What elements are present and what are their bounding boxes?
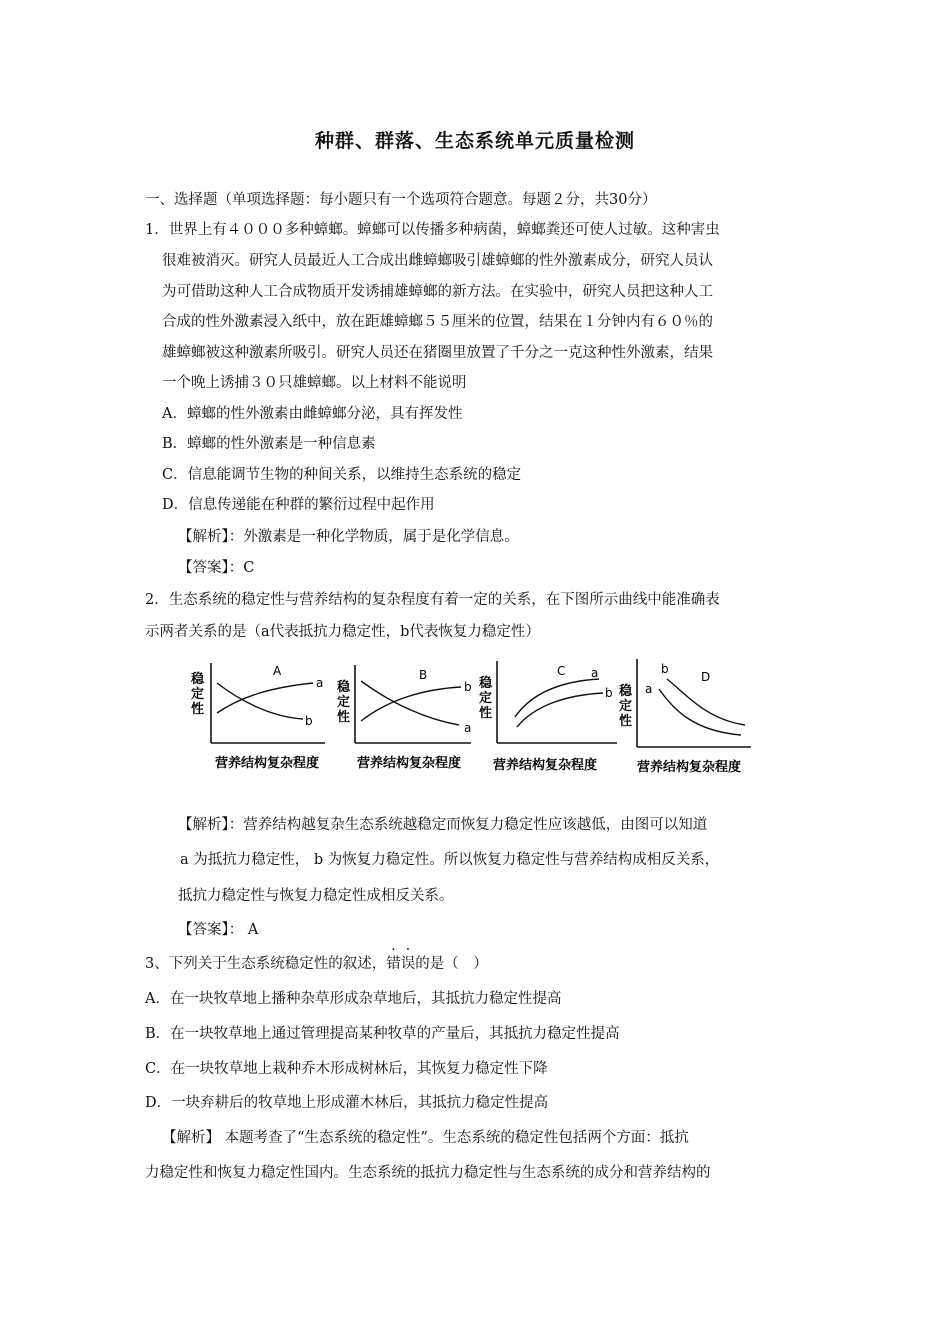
q1-option-d: D．信息传递能在种群的繁衍过程中起作用 bbox=[162, 497, 435, 513]
series-label: b bbox=[305, 714, 313, 728]
y-axis-label: 稳 bbox=[619, 684, 633, 699]
y-axis-label: 稳 bbox=[191, 672, 205, 687]
curve-a bbox=[515, 679, 599, 717]
series-label: a bbox=[316, 676, 324, 690]
q2-analysis: 抵抗力稳定性与恢复力稳定性成相反关系。 bbox=[178, 888, 454, 904]
q3-stem-text: 的是（ ） bbox=[415, 956, 488, 972]
y-axis-label: 稳 bbox=[479, 676, 493, 691]
curve-b bbox=[517, 693, 603, 727]
q2-answer: 【答案】： A bbox=[178, 922, 259, 938]
q2-figure bbox=[185, 655, 775, 785]
q1-line: 合成的性外激素浸入纸中，放在距雄蟑螂５５厘米的位置，结果在１分钟内有６０％的 bbox=[162, 314, 713, 330]
q3-option-a: A．在一块牧草地上播种杂草形成杂草地后，其抵抗力稳定性提高 bbox=[145, 991, 562, 1007]
series-label: a bbox=[591, 666, 599, 680]
chart-panel-b bbox=[336, 665, 472, 771]
q2-analysis: 【解析】：营养结构越复杂生态系统越稳定而恢复力稳定性应该越低，由图可以知道 bbox=[178, 817, 708, 833]
q3-stem-text: 3、下列关于生态系统稳定性的叙述， bbox=[145, 956, 387, 972]
y-axis-label: 稳 bbox=[337, 680, 351, 695]
y-axis-label: 定 bbox=[191, 687, 205, 702]
series-label: b bbox=[661, 662, 669, 676]
y-axis-label: 定 bbox=[479, 691, 493, 706]
q3-analysis: 力稳定性和恢复力稳定性国内。生态系统的抵抗力稳定性与生态系统的成分和营养结构的 bbox=[145, 1165, 711, 1181]
document-title: 种群、群落、生态系统单元质量检测 bbox=[314, 130, 635, 152]
x-axis-label: 营养结构复杂程度 bbox=[637, 760, 742, 775]
series-label: a bbox=[464, 721, 472, 735]
chart-panel-c bbox=[478, 661, 617, 773]
q1-line: 一个晚上诱捕３０只雄蟑螂。以上材料不能说明 bbox=[162, 375, 467, 391]
panel-label: C bbox=[557, 664, 566, 678]
q1-option-a: A．蟑螂的性外激素由雌蟑螂分泌，具有挥发性 bbox=[162, 406, 463, 422]
series-label: b bbox=[464, 680, 472, 694]
series-label: b bbox=[605, 686, 613, 700]
curve-a bbox=[659, 689, 741, 735]
y-axis-label: 性 bbox=[191, 702, 205, 717]
q1-line: 1．世界上有４０００多种蟑螂。蟑螂可以传播多种病菌，蟑螂粪还可使人过敏。这种害虫 bbox=[145, 222, 720, 238]
q1-line: 雄蟑螂被这种激素所吸引。研究人员还在猪圈里放置了千分之一克这种性外激素，结果 bbox=[162, 345, 713, 361]
curve-b bbox=[217, 683, 303, 719]
series-label: a bbox=[645, 682, 653, 696]
chart-panel-d bbox=[618, 659, 751, 775]
q1-line: 为可借助这种人工合成物质开发诱捕雄蟑螂的新方法。在实验中，研究人员把这种人工 bbox=[162, 284, 713, 300]
x-axis-label: 营养结构复杂程度 bbox=[215, 756, 320, 771]
y-axis-label: 性 bbox=[479, 706, 493, 721]
y-axis-label: 性 bbox=[619, 714, 633, 729]
emphasis-char: 错 bbox=[386, 956, 401, 972]
curve-b bbox=[667, 679, 745, 725]
q1-answer: 【答案】：C bbox=[178, 560, 255, 576]
q3-stem bbox=[145, 954, 488, 974]
q2-analysis: a 为抵抗力稳定性， b 为恢复力稳定性。所以恢复力稳定性与营养结构成相反关系， bbox=[180, 852, 720, 868]
q3-option-b: B．在一块牧草地上通过管理提高某种牧草的产量后，其抵抗力稳定性提高 bbox=[145, 1026, 620, 1042]
y-axis-label: 定 bbox=[337, 695, 351, 710]
q3-option-d: D．一块弃耕后的牧草地上形成灌木林后，其抵抗力稳定性提高 bbox=[145, 1095, 549, 1111]
curve-a bbox=[361, 681, 459, 725]
q2-line: 示两者关系的是（a代表抵抗力稳定性，b代表恢复力稳定性） bbox=[145, 624, 540, 640]
y-axis-label: 性 bbox=[337, 710, 351, 725]
chart-panel-a bbox=[190, 663, 325, 771]
q1-option-b: B．蟑螂的性外激素是一种信息素 bbox=[162, 436, 376, 452]
emphasis-char: 误 bbox=[400, 956, 416, 972]
q1-option-c: C．信息能调节生物的种间关系，以维持生态系统的稳定 bbox=[162, 467, 522, 483]
panel-label: A bbox=[273, 664, 282, 678]
q1-line: 很难被消灭。研究人员最近人工合成出雌蟑螂吸引雄蟑螂的性外激素成分，研究人员认 bbox=[162, 253, 713, 269]
x-axis-label: 营养结构复杂程度 bbox=[493, 758, 598, 773]
q1-analysis: 【解析】：外激素是一种化学物质，属于是化学信息。 bbox=[178, 529, 519, 545]
y-axis-label: 定 bbox=[619, 699, 633, 714]
q2-line: 2．生态系统的稳定性与营养结构的复杂程度有着一定的关系，在下图所示曲线中能准确表 bbox=[145, 592, 720, 608]
x-axis-label: 营养结构复杂程度 bbox=[357, 756, 462, 771]
q3-analysis: 【解析】 本题考查了“生态系统的稳定性”。生态系统的稳定性包括两个方面：抵抗 bbox=[162, 1130, 689, 1146]
q3-option-c: C．在一块牧草地上栽种乔木形成树林后，其恢复力稳定性下降 bbox=[145, 1061, 548, 1077]
panel-label: B bbox=[419, 668, 428, 682]
section-heading: 一、选择题（单项选择题：每小题只有一个选项符合题意。每题２分，共30分） bbox=[145, 192, 657, 208]
panel-label: D bbox=[701, 670, 711, 684]
curve-a bbox=[217, 683, 313, 713]
